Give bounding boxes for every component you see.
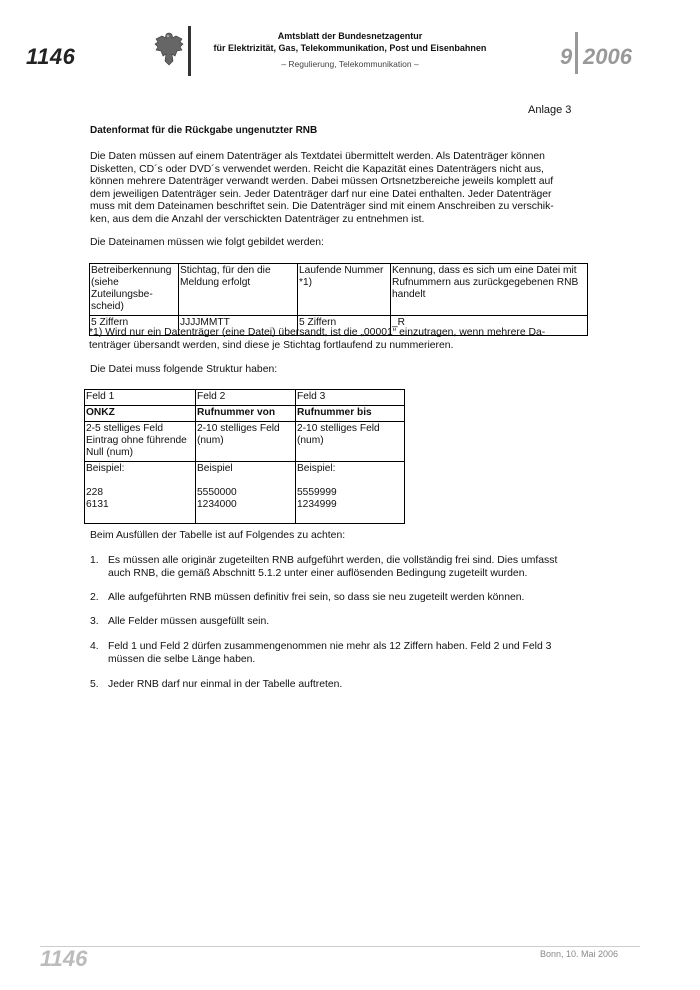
header-subtitle: für Elektrizität, Gas, Telekommunikation, Post und Eisenbahnen [213,43,487,53]
table-cell: Feld 2 [196,390,296,406]
issue-year: 2006 [583,44,632,69]
text-line: Feld 1 und Feld 2 dürfen zusammengenommen nie mehr als 12 Ziffern haben. Feld 2 und Feld 3 [108,641,552,652]
cell-line: 5550000 [197,487,237,498]
cell-line: (num) [197,435,224,446]
text-line: können mehrere Datenträger verwandt werden. Dabei müssen Ortsnetzbereiche jeweils komplett auf [90,176,554,187]
cell-spacer [86,475,194,487]
federal-eagle-icon [152,30,186,68]
list-item [90,555,590,580]
table-cell: _R [391,316,588,336]
issue-divider [575,32,578,74]
rules-intro: Beim Ausfüllen der Tabelle ist auf Folgendes zu achten: [90,530,346,541]
table-cell: Rufnummer bis [296,406,405,422]
table-cell: Rufnummer von [196,406,296,422]
cell-line: (siehe Zuteilungsbe- [91,277,153,300]
table-cell [296,422,405,462]
text-line: Disketten, CD´s oder DVD´s verwendet werden. Reicht die Kapazität eines Datenträgers nicht aus, [90,163,544,175]
text-line: Alle Felder müssen ausgefüllt sein. [108,616,270,627]
cell-line: Betreiberkennung [91,265,172,276]
cell-line: Beispiel: [297,463,336,474]
text-line: Alle aufgeführten RNB müssen definitiv frei sein, so dass sie neu zugeteilt werden können. [108,592,525,603]
table-cell: Feld 3 [296,390,405,406]
cell-line: Laufende Nummer [299,265,384,276]
filename-intro: Die Dateinamen müssen wie folgt gebildet werden: [90,237,324,248]
table-cell [298,264,391,316]
cell-line: Eintrag ohne führende [86,435,187,446]
text-line: ken, aus dem die Anzahl der verschickten Datenträger zu entnehmen ist. [90,213,425,225]
text-line: müssen die selbe Länge haben. [108,653,256,665]
table-cell [90,264,179,316]
table-cell [391,264,588,316]
header-title: Amtsblatt der Bundesnetzagentur [277,31,423,41]
list-number: 5. [90,679,99,690]
cell-line: 2-5 stelliges Feld [86,423,164,434]
annex-label: Anlage 3 [528,104,572,116]
cell-line: Stichtag, für den die [180,265,271,276]
structure-intro: Die Datei muss folgende Struktur haben: [90,364,278,375]
cell-line: Meldung erfolgt [180,277,251,288]
list-number: 4. [90,641,99,652]
filename-table [89,263,588,336]
footer-page-number: 1146 [40,946,88,971]
list-number: 2. [90,592,99,603]
intro-paragraph [90,151,590,226]
table-row [85,406,405,422]
header-section: – Regulierung, Telekommunikation – [281,59,419,69]
table-cell [179,264,298,316]
text-line: dem jeweiligen Datenträger sein. Jeder Datenträger darf nur eine Datei enthalten. Jeder Datenträger [90,188,552,200]
structure-table [84,389,405,524]
list-item [90,616,590,629]
cell-line: *1) [299,277,313,288]
cell-line: 6131 [86,499,109,510]
section-title: Datenformat für die Rückgabe ungenutzter RNB [90,125,318,136]
issue-number: 9 [560,44,573,69]
table-row [85,462,405,524]
footer-date: Bonn, 10. Mai 2006 [540,949,619,959]
table-cell [296,462,405,524]
cell-line: handelt [392,289,426,300]
footer-divider [40,946,640,947]
cell-line: scheid) [91,301,124,312]
table-cell [85,422,196,462]
cell-spacer [197,475,294,487]
text-line: muss mit dem Dateinamen beschriftet sein. Die Datenträger sind mit einem Anschreiben zu verschik- [90,201,554,212]
text-line: Jeder RNB darf nur einmal in der Tabelle auftreten. [108,679,343,690]
cell-line: (num) [297,435,324,446]
text-line: tenträger übersandt werden, sind diese je Stichtag fortlaufend zu nummerieren. [89,339,454,351]
table-row [90,264,588,316]
cell-line: 2-10 stelliges Feld [197,423,280,434]
text-line: *1) Wird nur ein Datenträger (eine Datei) übersandt, ist die „00001“ einzutragen, wenn mehrere Da- [89,327,546,338]
table-cell: 5 Ziffern [298,316,391,336]
cell-line: 2-10 stelliges Feld [297,423,380,434]
table-row [85,422,405,462]
cell-line: Beispiel: [86,463,125,474]
footnote [89,327,594,352]
cell-line: Beispiel [197,463,233,474]
text-line: Es müssen alle originär zugeteilten RNB aufgeführt werden, die vollständig frei sind. Dies umfasst [108,555,558,566]
table-cell [196,422,296,462]
cell-line: 1234000 [197,499,237,510]
list-item [90,592,590,605]
list-item [90,679,590,692]
table-cell [85,462,196,524]
cell-line: Rufnummern aus zurückgegebenen RNB [392,277,579,288]
text-line: Die Daten müssen auf einem Datenträger als Textdatei übermittelt werden. Als Datenträger können [90,151,545,162]
cell-spacer [297,475,403,487]
list-item [90,641,590,666]
table-cell: 5 Ziffern [90,316,179,336]
cell-line: 1234999 [297,499,337,510]
table-cell: ONKZ [85,406,196,422]
table-cell: Feld 1 [85,390,196,406]
text-line: auch RNB, die gemäß Abschnitt 5.1.2 unter einer auflösenden Bedingung zugeteilt wurden. [108,567,528,579]
table-cell [196,462,296,524]
cell-line: 5559999 [297,487,337,498]
table-cell: JJJJMMTT [179,316,298,336]
page-number: 1146 [26,44,76,69]
cell-line: Null (num) [86,447,133,458]
list-number: 1. [90,555,99,566]
cell-line: Kennung, dass es sich um eine Datei mit [392,265,577,276]
table-row [85,390,405,406]
cell-line: 228 [86,487,103,498]
list-number: 3. [90,616,99,627]
